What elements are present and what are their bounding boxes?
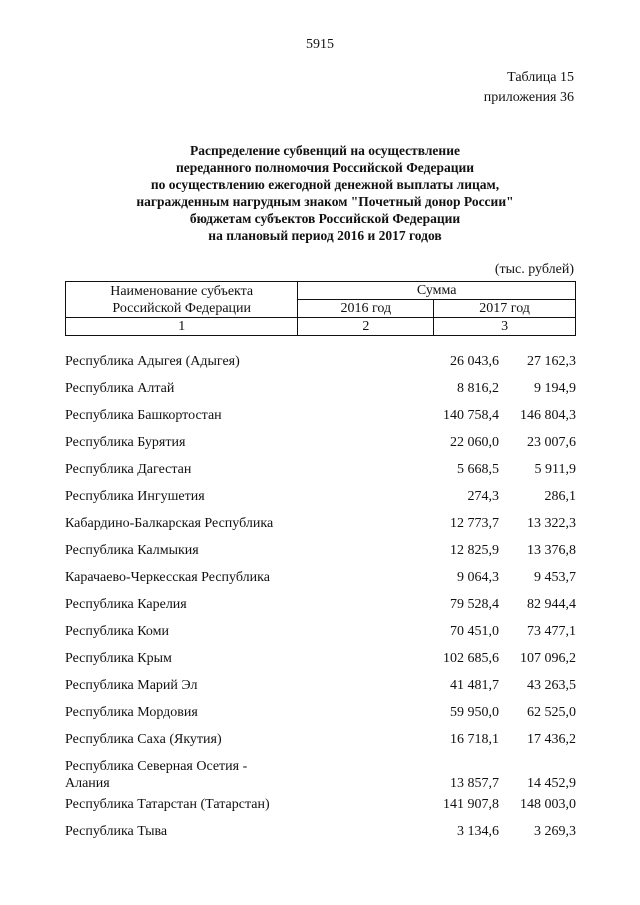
region-name: Республика Башкортостан [65, 408, 222, 423]
region-name-line: Алания [65, 776, 110, 791]
value-2016: 141 907,8 [443, 797, 499, 812]
table-row [65, 731, 576, 748]
value-2017: 43 263,5 [527, 678, 576, 693]
header-year-2017: 2017 год [434, 300, 576, 318]
table-row [65, 461, 576, 478]
header-name-line1: Наименование субъекта [110, 283, 254, 299]
region-name: Республика Мордовия [65, 705, 198, 720]
value-2017: 82 944,4 [527, 597, 576, 612]
table-row [65, 677, 576, 694]
title-line: переданного полномочия Российской Федерации [175, 160, 475, 175]
table-header [65, 281, 576, 336]
document-title [60, 142, 590, 244]
value-2017: 13 322,3 [527, 516, 576, 531]
value-2017: 107 096,2 [520, 651, 576, 666]
value-2016: 79 528,4 [450, 597, 499, 612]
table-row [65, 542, 576, 559]
page-number: 5915 [306, 37, 334, 52]
region-name: Карачаево-Черкесская Республика [65, 570, 270, 585]
table-row [65, 353, 576, 370]
table-row [65, 758, 576, 792]
value-2017: 73 477,1 [527, 624, 576, 639]
value-2016: 12 773,7 [450, 516, 499, 531]
table-row [65, 623, 576, 640]
value-2017: 286,1 [544, 489, 576, 504]
region-name: Республика Ингушетия [65, 489, 205, 504]
value-2017: 146 804,3 [520, 408, 576, 423]
value-2016: 13 857,7 [450, 776, 499, 791]
title-line: бюджетам субъектов Российской Федерации [189, 211, 461, 226]
value-2017: 148 003,0 [520, 797, 576, 812]
header-year-2016: 2016 год [298, 300, 434, 318]
title-line: награжденным нагрудным знаком "Почетный донор России" [136, 194, 514, 209]
value-2017: 14 452,9 [527, 776, 576, 791]
value-2016: 274,3 [467, 489, 499, 504]
region-name: Республика Марий Эл [65, 678, 198, 693]
table-row [65, 596, 576, 613]
table-reference [484, 68, 574, 108]
region-name: Республика Адыгея (Адыгея) [65, 354, 240, 369]
header-column-number-2: 2 [298, 318, 434, 336]
region-name: Республика Коми [65, 624, 169, 639]
appendix-number: приложения 36 [483, 90, 574, 105]
value-2016: 140 758,4 [443, 408, 499, 423]
value-2016: 70 451,0 [450, 624, 499, 639]
value-2017: 9 194,9 [534, 381, 576, 396]
title-line: на плановый период 2016 и 2017 годов [208, 228, 442, 243]
region-name: Республика Тыва [65, 824, 168, 839]
value-2016: 5 668,5 [457, 462, 499, 477]
region-name: Республика Калмыкия [65, 543, 199, 558]
table-row [65, 515, 576, 532]
table-row [65, 704, 576, 721]
value-2016: 102 685,6 [443, 651, 499, 666]
value-2017: 17 436,2 [527, 732, 576, 747]
value-2017: 9 453,7 [534, 570, 576, 585]
value-2017: 3 269,3 [534, 824, 576, 839]
value-2016: 8 816,2 [457, 381, 499, 396]
value-2016: 12 825,9 [450, 543, 499, 558]
region-name: Республика Бурятия [65, 435, 186, 450]
value-2017: 23 007,6 [527, 435, 576, 450]
value-2017: 27 162,3 [527, 354, 576, 369]
table-row [65, 796, 576, 813]
value-2016: 16 718,1 [450, 732, 499, 747]
region-name: Республика Татарстан (Татарстан) [65, 797, 270, 812]
table-row [65, 380, 576, 397]
value-2017: 13 376,8 [527, 543, 576, 558]
value-2016: 59 950,0 [450, 705, 499, 720]
value-2017: 62 525,0 [527, 705, 576, 720]
title-line: по осуществлению ежегодной денежной выплаты лицам, [150, 177, 500, 192]
table-row [65, 823, 576, 840]
value-2016: 41 481,7 [450, 678, 499, 693]
table-row [65, 434, 576, 451]
value-2016: 3 134,6 [457, 824, 499, 839]
table-row [65, 488, 576, 505]
region-name: Кабардино-Балкарская Республика [65, 516, 274, 531]
region-name: Республика Саха (Якутия) [65, 732, 222, 747]
header-column-number-3: 3 [434, 318, 576, 336]
region-name: Республика Крым [65, 651, 172, 666]
table-row [65, 407, 576, 424]
region-name [65, 758, 355, 792]
table-number: Таблица 15 [507, 70, 574, 85]
value-2016: 26 043,6 [450, 354, 499, 369]
header-sum-cell: Сумма [298, 282, 576, 300]
value-2016: 22 060,0 [450, 435, 499, 450]
units-label: (тыс. рублей) [494, 262, 574, 277]
header-name-cell [66, 282, 298, 318]
title-line: Распределение субвенций на осуществление [190, 143, 460, 158]
region-name: Республика Дагестан [65, 462, 192, 477]
value-2017: 5 911,9 [534, 462, 576, 477]
region-name-line: Республика Северная Осетия - [65, 759, 248, 774]
header-name-line2: Российской Федерации [112, 300, 252, 316]
table-row [65, 650, 576, 667]
region-name: Республика Алтай [65, 381, 175, 396]
table-row [65, 569, 576, 586]
region-name: Республика Карелия [65, 597, 187, 612]
header-column-number-1: 1 [66, 318, 298, 336]
value-2016: 9 064,3 [457, 570, 499, 585]
